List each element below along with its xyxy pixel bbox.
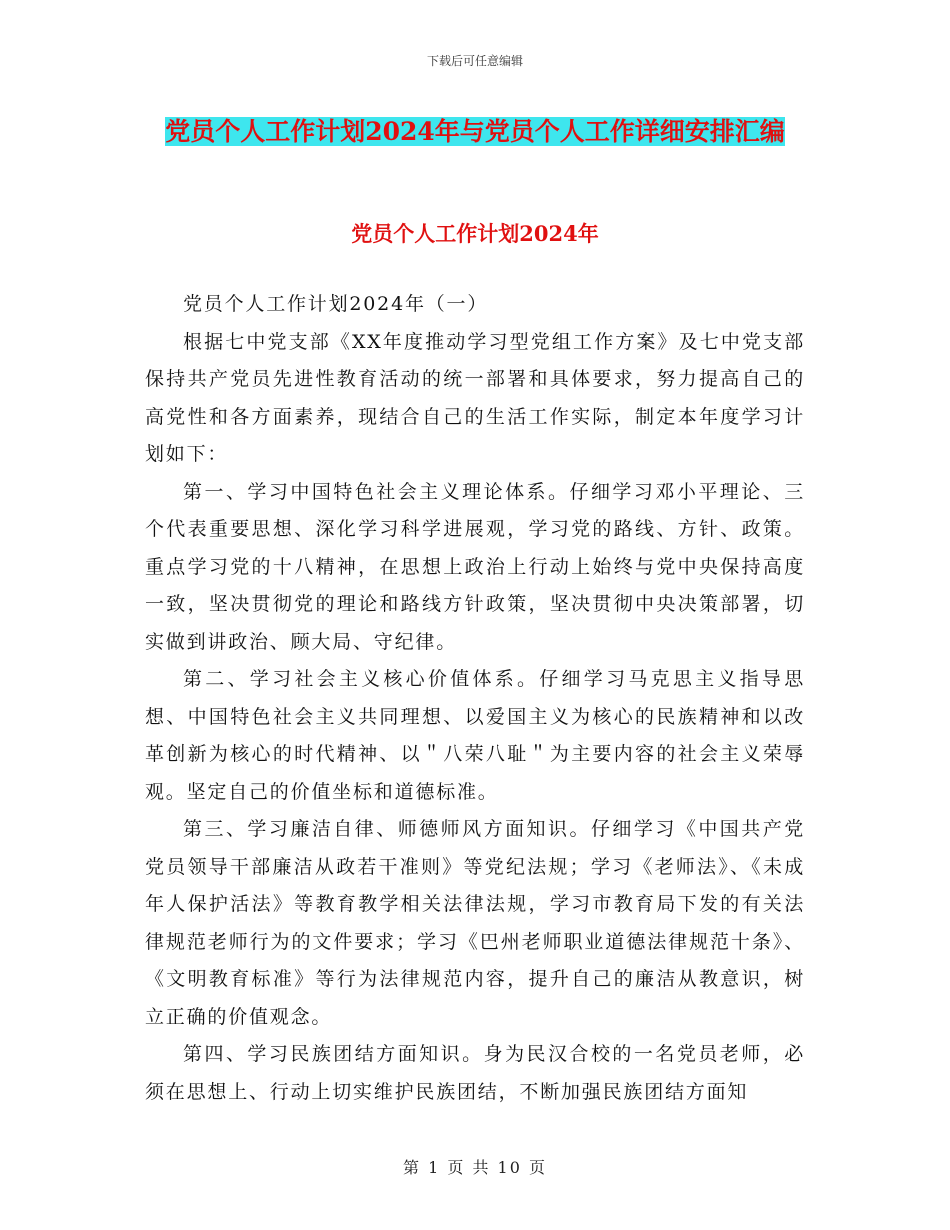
section-title: 党员个人工作计划2024年 [351,221,599,246]
paragraph: 第三、学习廉洁自律、师德师风方面知识。仔细学习《中国共产党党员领导干部廉洁从政若干准则》等党纪法规；学习《老师法》、《未成年人保护活法》等教育教学相关法律法规，学习市教育局下发的有关法律规范老师行为的文件要求；学习《巴州老师职业道德法律规范十条》、《文明教育标准》等行为法律规范内容，提升自己的廉洁从教意识，树立正确的价值观念。 [145,818,805,1028]
paragraph: 党员个人工作计划2024年（一） [183,293,489,315]
page-number-footer: 第 1 页 共 10 页 [403,1158,547,1177]
document-body [145,286,805,1111]
page-header-note: 下载后可任意编辑 [426,54,523,68]
document-title-text: 党员个人工作计划2024年与党员个人工作详细安排汇编 [165,117,785,146]
paragraph: 第一、学习中国特色社会主义理论体系。仔细学习邓小平理论、三个代表重要思想、深化学习科学进展观，学习党的路线、方针、政策。重点学习党的十八精神，在思想上政治上行动上始终与党中央保持高度一致，坚决贯彻党的理论和路线方针政策，坚决贯彻中央决策部署，切实做到讲政治、顾大局、守纪律。 [145,480,805,653]
paragraph: 第二、学习社会主义核心价值体系。仔细学习马克思主义指导思想、中国特色社会主义共同理想、以爱国主义为核心的民族精神和以改革创新为核心的时代精神、以＂八荣八耻＂为主要内容的社会主义荣辱观。坚定自己的价值坐标和道德标准。 [145,668,805,803]
document-title [150,108,800,155]
paragraph: 根据七中党支部《XX年度推动学习型党组工作方案》及七中党支部保持共产党员先进性教育活动的统一部署和具体要求，努力提高自己的高党性和各方面素养，现结合自己的生活工作实际，制定本年度学习计划如下： [145,330,805,465]
paragraph: 第四、学习民族团结方面知识。身为民汉合校的一名党员老师，必须在思想上、行动上切实维护民族团结，不断加强民族团结方面知 [145,1043,805,1103]
